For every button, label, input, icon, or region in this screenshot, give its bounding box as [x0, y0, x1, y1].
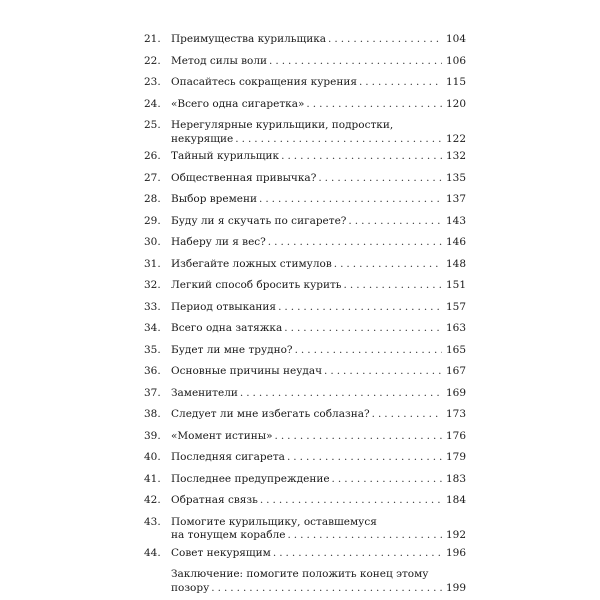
page-number: 120 — [445, 97, 466, 110]
toc-entry — [144, 387, 466, 401]
chapter-title: Нерегулярные курильщики, подростки, — [171, 119, 394, 131]
chapter-title: позору — [171, 581, 210, 594]
page-number: 184 — [445, 494, 466, 506]
dot-leader — [211, 582, 442, 596]
toc-entry — [144, 301, 466, 315]
dot-leader — [359, 76, 442, 90]
toc-entry — [144, 430, 466, 444]
page-number: 122 — [445, 132, 466, 145]
dot-leader — [268, 236, 442, 250]
page-number: 179 — [445, 451, 466, 463]
chapter-title: Период отвыкания — [171, 300, 277, 313]
page-number: 165 — [445, 343, 466, 356]
dot-leader — [334, 258, 442, 272]
dot-leader — [318, 172, 442, 186]
toc-entry — [144, 408, 466, 422]
dot-leader — [269, 55, 442, 69]
chapter-title: Тайный курильщик — [171, 150, 280, 162]
page-number: 104 — [445, 33, 466, 45]
chapter-title: Совет некурящим — [171, 546, 271, 559]
page-number: 169 — [445, 386, 466, 399]
chapter-title: Выбор времени — [171, 193, 257, 205]
page-number: 167 — [445, 365, 466, 377]
dot-leader — [278, 301, 442, 315]
chapter-number: 25. — [144, 119, 161, 131]
dot-leader — [324, 365, 442, 379]
chapter-title: Следует ли мне избегать соблазна? — [171, 408, 370, 420]
chapter-number: 39. — [144, 429, 161, 442]
dot-leader — [260, 494, 442, 508]
toc-entry — [144, 215, 466, 229]
toc-entry — [144, 516, 466, 543]
chapter-title: Всего одна затяжка — [171, 322, 283, 334]
toc-entry — [144, 344, 466, 358]
toc-entry — [144, 568, 466, 595]
chapter-title: Будет ли мне трудно? — [171, 343, 293, 356]
chapter-number: 24. — [144, 97, 161, 110]
page-number: 135 — [445, 171, 466, 184]
dot-leader — [275, 430, 442, 444]
toc-entry — [144, 33, 466, 47]
page-number: 176 — [445, 429, 466, 442]
toc-entry — [144, 279, 466, 293]
chapter-title: Буду ли я скучать по сигарете? — [171, 214, 347, 227]
dot-leader — [240, 387, 442, 401]
chapter-title: Заменители — [171, 386, 238, 399]
dot-leader — [281, 150, 442, 164]
page-number: 115 — [445, 76, 466, 88]
table-of-contents — [144, 33, 466, 595]
toc-entry — [144, 258, 466, 272]
chapter-title: Основные причины неудач — [171, 365, 323, 377]
toc-entry — [144, 451, 466, 465]
chapter-number: 26. — [144, 150, 161, 162]
chapter-number: 44. — [144, 546, 161, 559]
dot-leader — [372, 408, 442, 422]
toc-entry — [144, 172, 466, 186]
page-number: 146 — [445, 236, 466, 248]
toc-entry — [144, 494, 466, 508]
dot-leader — [259, 193, 442, 207]
chapter-number: 27. — [144, 171, 161, 184]
toc-entry — [144, 547, 466, 561]
chapter-title: Метод силы воли — [171, 54, 268, 67]
chapter-title: Последнее предупреждение — [171, 472, 330, 485]
toc-entry — [144, 365, 466, 379]
chapter-number: 21. — [144, 33, 161, 45]
chapter-title: «Всего одна сигаретка» — [171, 97, 305, 110]
toc-entry — [144, 119, 466, 146]
chapter-number: 34. — [144, 322, 161, 334]
chapter-number: 28. — [144, 193, 161, 205]
page-number: 196 — [445, 546, 466, 559]
toc-entry — [144, 236, 466, 250]
chapter-title: Помогите курильщику, оставшемуся — [171, 515, 377, 528]
chapter-title: Общественная привычка? — [171, 171, 317, 184]
page-number: 157 — [445, 300, 466, 313]
dot-leader — [295, 344, 442, 358]
chapter-title: Опасайтесь сокращения курения — [171, 76, 357, 88]
toc-entry — [144, 76, 466, 90]
dot-leader — [328, 33, 442, 47]
chapter-title: Преимущества курильщика — [171, 33, 327, 45]
chapter-number: 43. — [144, 515, 161, 528]
chapter-number: 29. — [144, 214, 161, 227]
chapter-title: Легкий способ бросить курить — [171, 279, 342, 291]
chapter-title: «Момент истины» — [171, 429, 273, 442]
page-number: 143 — [445, 214, 466, 227]
chapter-number: 38. — [144, 408, 161, 420]
page-number: 163 — [445, 322, 466, 334]
dot-leader — [332, 473, 442, 487]
dot-leader — [273, 547, 442, 561]
toc-entry — [144, 55, 466, 69]
page-number: 183 — [445, 472, 466, 485]
chapter-title: Избегайте ложных стимулов — [171, 257, 332, 270]
toc-entry — [144, 193, 466, 207]
chapter-number: 32. — [144, 279, 161, 291]
page-number: 192 — [445, 529, 466, 541]
chapter-number: 23. — [144, 76, 161, 88]
dot-leader — [348, 215, 442, 229]
page-number: 199 — [445, 581, 466, 594]
chapter-number: 37. — [144, 386, 161, 399]
chapter-title: Обратная связь — [171, 494, 258, 506]
toc-entry — [144, 150, 466, 164]
page-number: 132 — [445, 150, 466, 162]
chapter-number: 35. — [144, 343, 161, 356]
chapter-title: Последняя сигарета — [171, 451, 285, 463]
dot-leader — [344, 279, 442, 293]
page-number: 151 — [445, 279, 466, 291]
dot-leader — [306, 98, 442, 112]
toc-entry — [144, 98, 466, 112]
chapter-number: 42. — [144, 494, 161, 506]
chapter-title: Наберу ли я вес? — [171, 236, 266, 248]
chapter-title: некурящие — [171, 132, 234, 145]
page-number: 137 — [445, 193, 466, 205]
chapter-title: на тонущем корабле — [171, 529, 286, 541]
chapter-title: Заключение: помогите положить конец этому — [171, 568, 429, 580]
page-number: 106 — [445, 54, 466, 67]
dot-leader — [287, 529, 441, 543]
dot-leader — [235, 133, 442, 147]
page-number: 173 — [445, 408, 466, 420]
dot-leader — [284, 322, 442, 336]
chapter-number: 22. — [144, 54, 161, 67]
chapter-number: 33. — [144, 300, 161, 313]
dot-leader — [287, 451, 442, 465]
page-number: 148 — [445, 257, 466, 270]
chapter-number: 31. — [144, 257, 161, 270]
chapter-number: 36. — [144, 365, 161, 377]
chapter-number: 30. — [144, 236, 161, 248]
toc-entry — [144, 322, 466, 336]
chapter-number: 40. — [144, 451, 161, 463]
chapter-number: 41. — [144, 472, 161, 485]
toc-entry — [144, 473, 466, 487]
